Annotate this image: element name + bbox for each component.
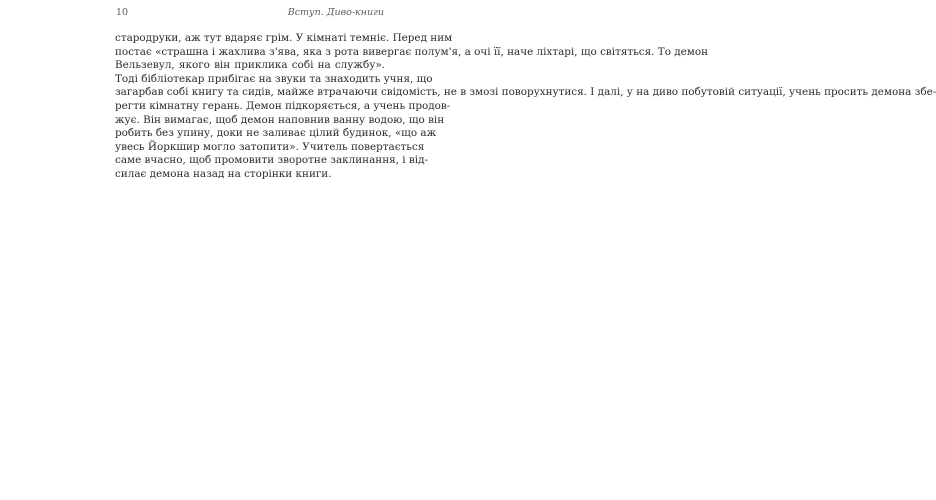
text-line: постає «страшна і жахлива з'ява, яка з рота вивергає полум'я, а очі її, наче ліхтарі, що світяться. То демон	[115, 45, 709, 58]
text-line: саме вчасно, щоб промовити зворотне заклинання, і від-	[115, 154, 428, 167]
text-line: регти кімнатну герань. Демон підкоряється, а учень продов-	[115, 99, 451, 112]
text-line: стародруки, аж тут вдаряє грім. У кімнаті темніє. Перед ним	[115, 32, 453, 44]
page-number: 10	[116, 7, 129, 18]
body-text	[115, 32, 936, 182]
text-line: робить без упину, доки не заливає цілий будинок, «що аж	[115, 127, 437, 140]
text-line: Тоді бібліотекар прибігає на звуки та знаходить учня, що	[115, 72, 433, 85]
text-line: Вельзевул, якого він приклика собі на службу».	[115, 59, 385, 72]
text-line: загарбав собі книгу та сидів, майже втрачаючи свідомість, не в змозі поворухнутися. І далі, у на диво побутовій ситуації, учень просить демона збе-	[115, 86, 936, 99]
running-head: Вступ. Диво-книги	[287, 7, 384, 18]
text-line: жує. Він вимагає, щоб демон наповнив ванну водою, що він	[115, 113, 445, 126]
page-header	[116, 7, 384, 29]
paragraph-1	[115, 32, 936, 182]
text-line: силає демона назад на сторінки книги.	[115, 167, 332, 180]
text-line: увесь Йоркшир могло затопити». Учитель повертається	[115, 140, 425, 153]
